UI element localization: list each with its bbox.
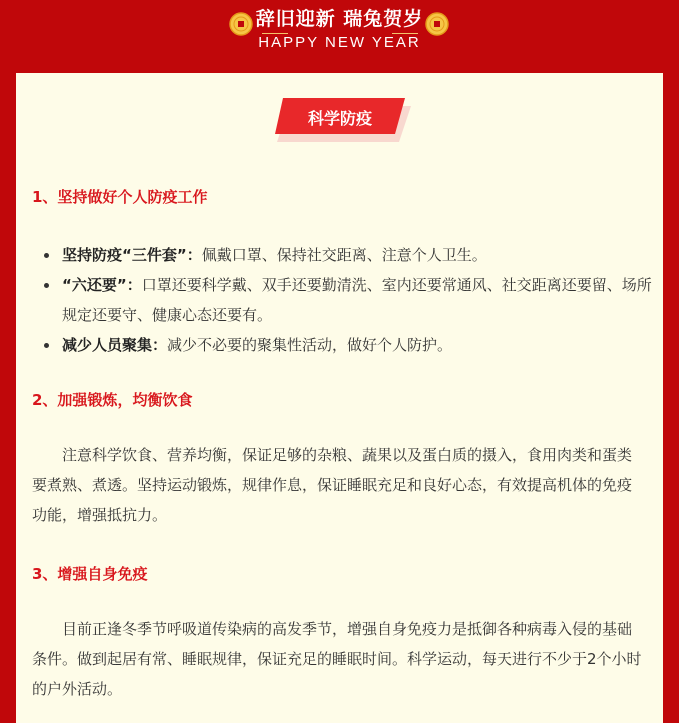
section-heading: 2、加强锻炼，均衡饮食 [32,391,193,409]
bullet-text: 减少不必要的聚集性活动，做好个人防护。 [167,336,453,354]
bullet-term: 减少人员聚集： [62,336,168,354]
section-heading: 3、增强自身免疫 [32,565,148,583]
section-badge: 科学防疫 [307,109,372,128]
body-paragraph: 目前正逢冬季节呼吸道传染病的高发季节，增强自身免疫力是抵御各种病毒入侵的基础条件。做到起居有常、睡眠规律，保证充足的睡眠时间。科学运动，每天进行不少于2个小时的户外活动。 [32,620,642,698]
header-subtitle: HAPPY NEW YEAR [258,34,421,51]
header-banner [0,0,679,72]
bullet-text: 佩戴口罩、保持社交距离、注意个人卫生。 [201,246,487,264]
body-paragraph: 注意科学饮食、营养均衡，保证足够的杂粮、蔬果以及蛋白质的摄入，食用肉类和蛋类要煮熟、煮透。坚持运动锻炼，规律作息，保证睡眠充足和良好心态，有效提高机体的免疫功能，增强抵抗力。 [32,446,633,524]
bullet-list [44,240,652,360]
bullet-text: 口罩还要科学戴、双手还要勤清洗、室内还要常通风、社交距离还要留、场所规定还要守、健康心态还要有。 [62,276,652,324]
bullet-term: “六还要”： [62,276,142,294]
list-item [44,330,652,360]
list-item [44,270,652,330]
bullet-term: 坚持防疫“三件套”： [62,246,202,264]
section-heading: 1、坚持做好个人防疫工作 [32,188,208,206]
header-title: 辞旧迎新 瑞兔贺岁 [255,8,424,30]
divider [392,33,418,34]
coin-icon [425,12,449,36]
list-item [44,240,652,270]
